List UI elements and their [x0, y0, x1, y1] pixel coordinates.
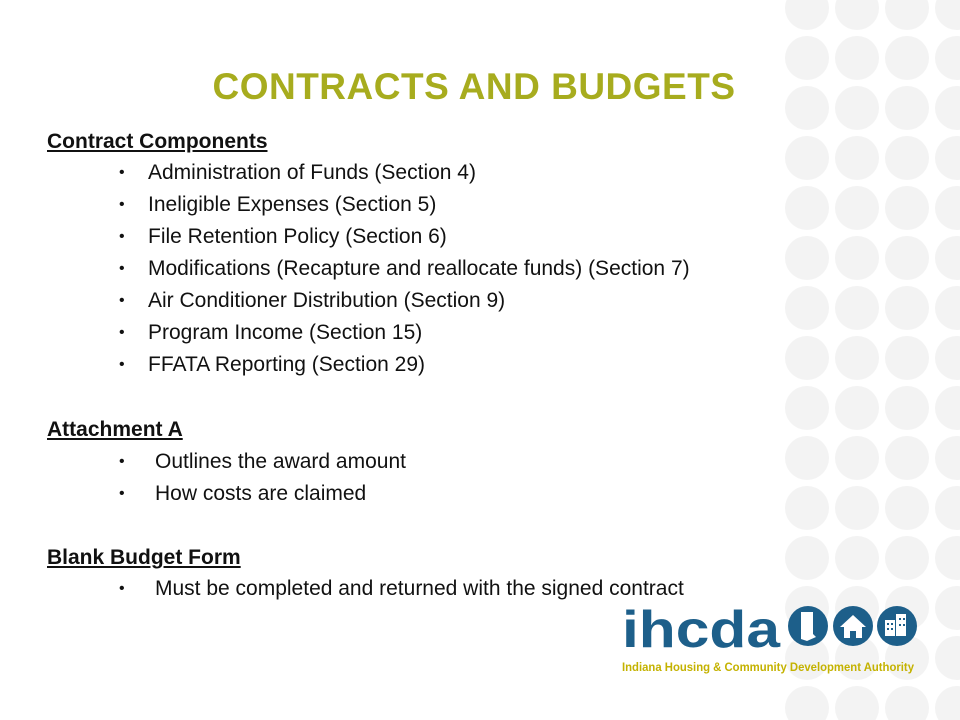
background-dot [935, 586, 960, 630]
background-dot [835, 0, 879, 30]
background-dot [785, 436, 829, 480]
list-item-text: Program Income (Section 15) [148, 321, 423, 344]
background-dot [785, 136, 829, 180]
list-item [119, 353, 690, 385]
background-dot [935, 286, 960, 330]
bullet-icon: • [119, 228, 125, 245]
background-dot [785, 486, 829, 530]
list-item-text: Outlines the award amount [155, 450, 406, 473]
bullet-list [119, 161, 690, 385]
list-item-text: Ineligible Expenses (Section 5) [148, 193, 437, 216]
slide-title: CONTRACTS AND BUDGETS [212, 66, 736, 107]
background-dot [935, 336, 960, 380]
indiana-state-icon [788, 606, 828, 646]
bullet-icon: • [119, 356, 125, 373]
background-dot [885, 386, 929, 430]
logo-wordmark: ihcda [622, 601, 782, 659]
section-heading: Attachment A [47, 418, 183, 441]
list-item-text: File Retention Policy (Section 6) [148, 225, 447, 248]
background-dot [835, 236, 879, 280]
background-dot [935, 386, 960, 430]
list-item-text: Administration of Funds (Section 4) [148, 161, 476, 184]
bullet-icon: • [119, 260, 125, 277]
background-dot [885, 686, 929, 720]
bullet-list [119, 577, 684, 609]
background-dot [885, 236, 929, 280]
background-dot [835, 136, 879, 180]
background-dot [835, 186, 879, 230]
section-heading: Contract Components [47, 130, 268, 153]
background-dot [935, 436, 960, 480]
background-dot [885, 286, 929, 330]
list-item [119, 193, 690, 225]
list-item-text: Air Conditioner Distribution (Section 9) [148, 289, 506, 312]
background-dot [785, 286, 829, 330]
background-dot [935, 136, 960, 180]
background-dot [935, 186, 960, 230]
background-dot [885, 486, 929, 530]
bullet-icon: • [119, 164, 125, 181]
list-item [119, 225, 690, 257]
list-item-text: Must be completed and returned with the signed contract [155, 577, 684, 600]
list-item [119, 257, 690, 289]
background-dot [935, 536, 960, 580]
list-item-text: How costs are claimed [155, 482, 367, 505]
bullet-icon: • [119, 196, 125, 213]
background-dot [835, 286, 879, 330]
background-dot [885, 536, 929, 580]
background-dot [935, 236, 960, 280]
background-dot [785, 0, 829, 30]
logo-tagline: Indiana Housing & Community Development Authority [622, 660, 915, 674]
bullet-list [119, 450, 406, 514]
list-item [119, 450, 406, 482]
background-dot [835, 686, 879, 720]
list-item [119, 577, 684, 609]
building-icon [877, 606, 917, 646]
background-dot [835, 486, 879, 530]
background-dot [885, 186, 929, 230]
background-dot [935, 486, 960, 530]
background-dot [835, 336, 879, 380]
background-dot [785, 336, 829, 380]
background-dot [885, 436, 929, 480]
background-dot [785, 186, 829, 230]
list-item [119, 321, 690, 353]
bullet-icon: • [119, 485, 125, 502]
background-dot [785, 536, 829, 580]
background-dot [835, 536, 879, 580]
background-dot [885, 336, 929, 380]
background-dot [935, 0, 960, 30]
background-dot [835, 436, 879, 480]
background-dot [935, 636, 960, 680]
background-dot [785, 686, 829, 720]
list-item-text: FFATA Reporting (Section 29) [148, 353, 426, 376]
background-dot [785, 236, 829, 280]
list-item-text: Modifications (Recapture and reallocate funds) (Section 7) [148, 257, 690, 280]
ihcda-logo [620, 600, 920, 680]
list-item [119, 482, 406, 514]
background-dot [885, 136, 929, 180]
list-item [119, 161, 690, 193]
background-dot [885, 0, 929, 30]
bullet-icon: • [119, 453, 125, 470]
bullet-icon: • [119, 292, 125, 309]
bullet-icon: • [119, 324, 125, 341]
bullet-icon: • [119, 580, 125, 597]
list-item [119, 289, 690, 321]
house-icon [833, 606, 873, 646]
background-dot [935, 686, 960, 720]
section-heading: Blank Budget Form [47, 546, 241, 569]
background-dot [835, 386, 879, 430]
background-dot [785, 386, 829, 430]
